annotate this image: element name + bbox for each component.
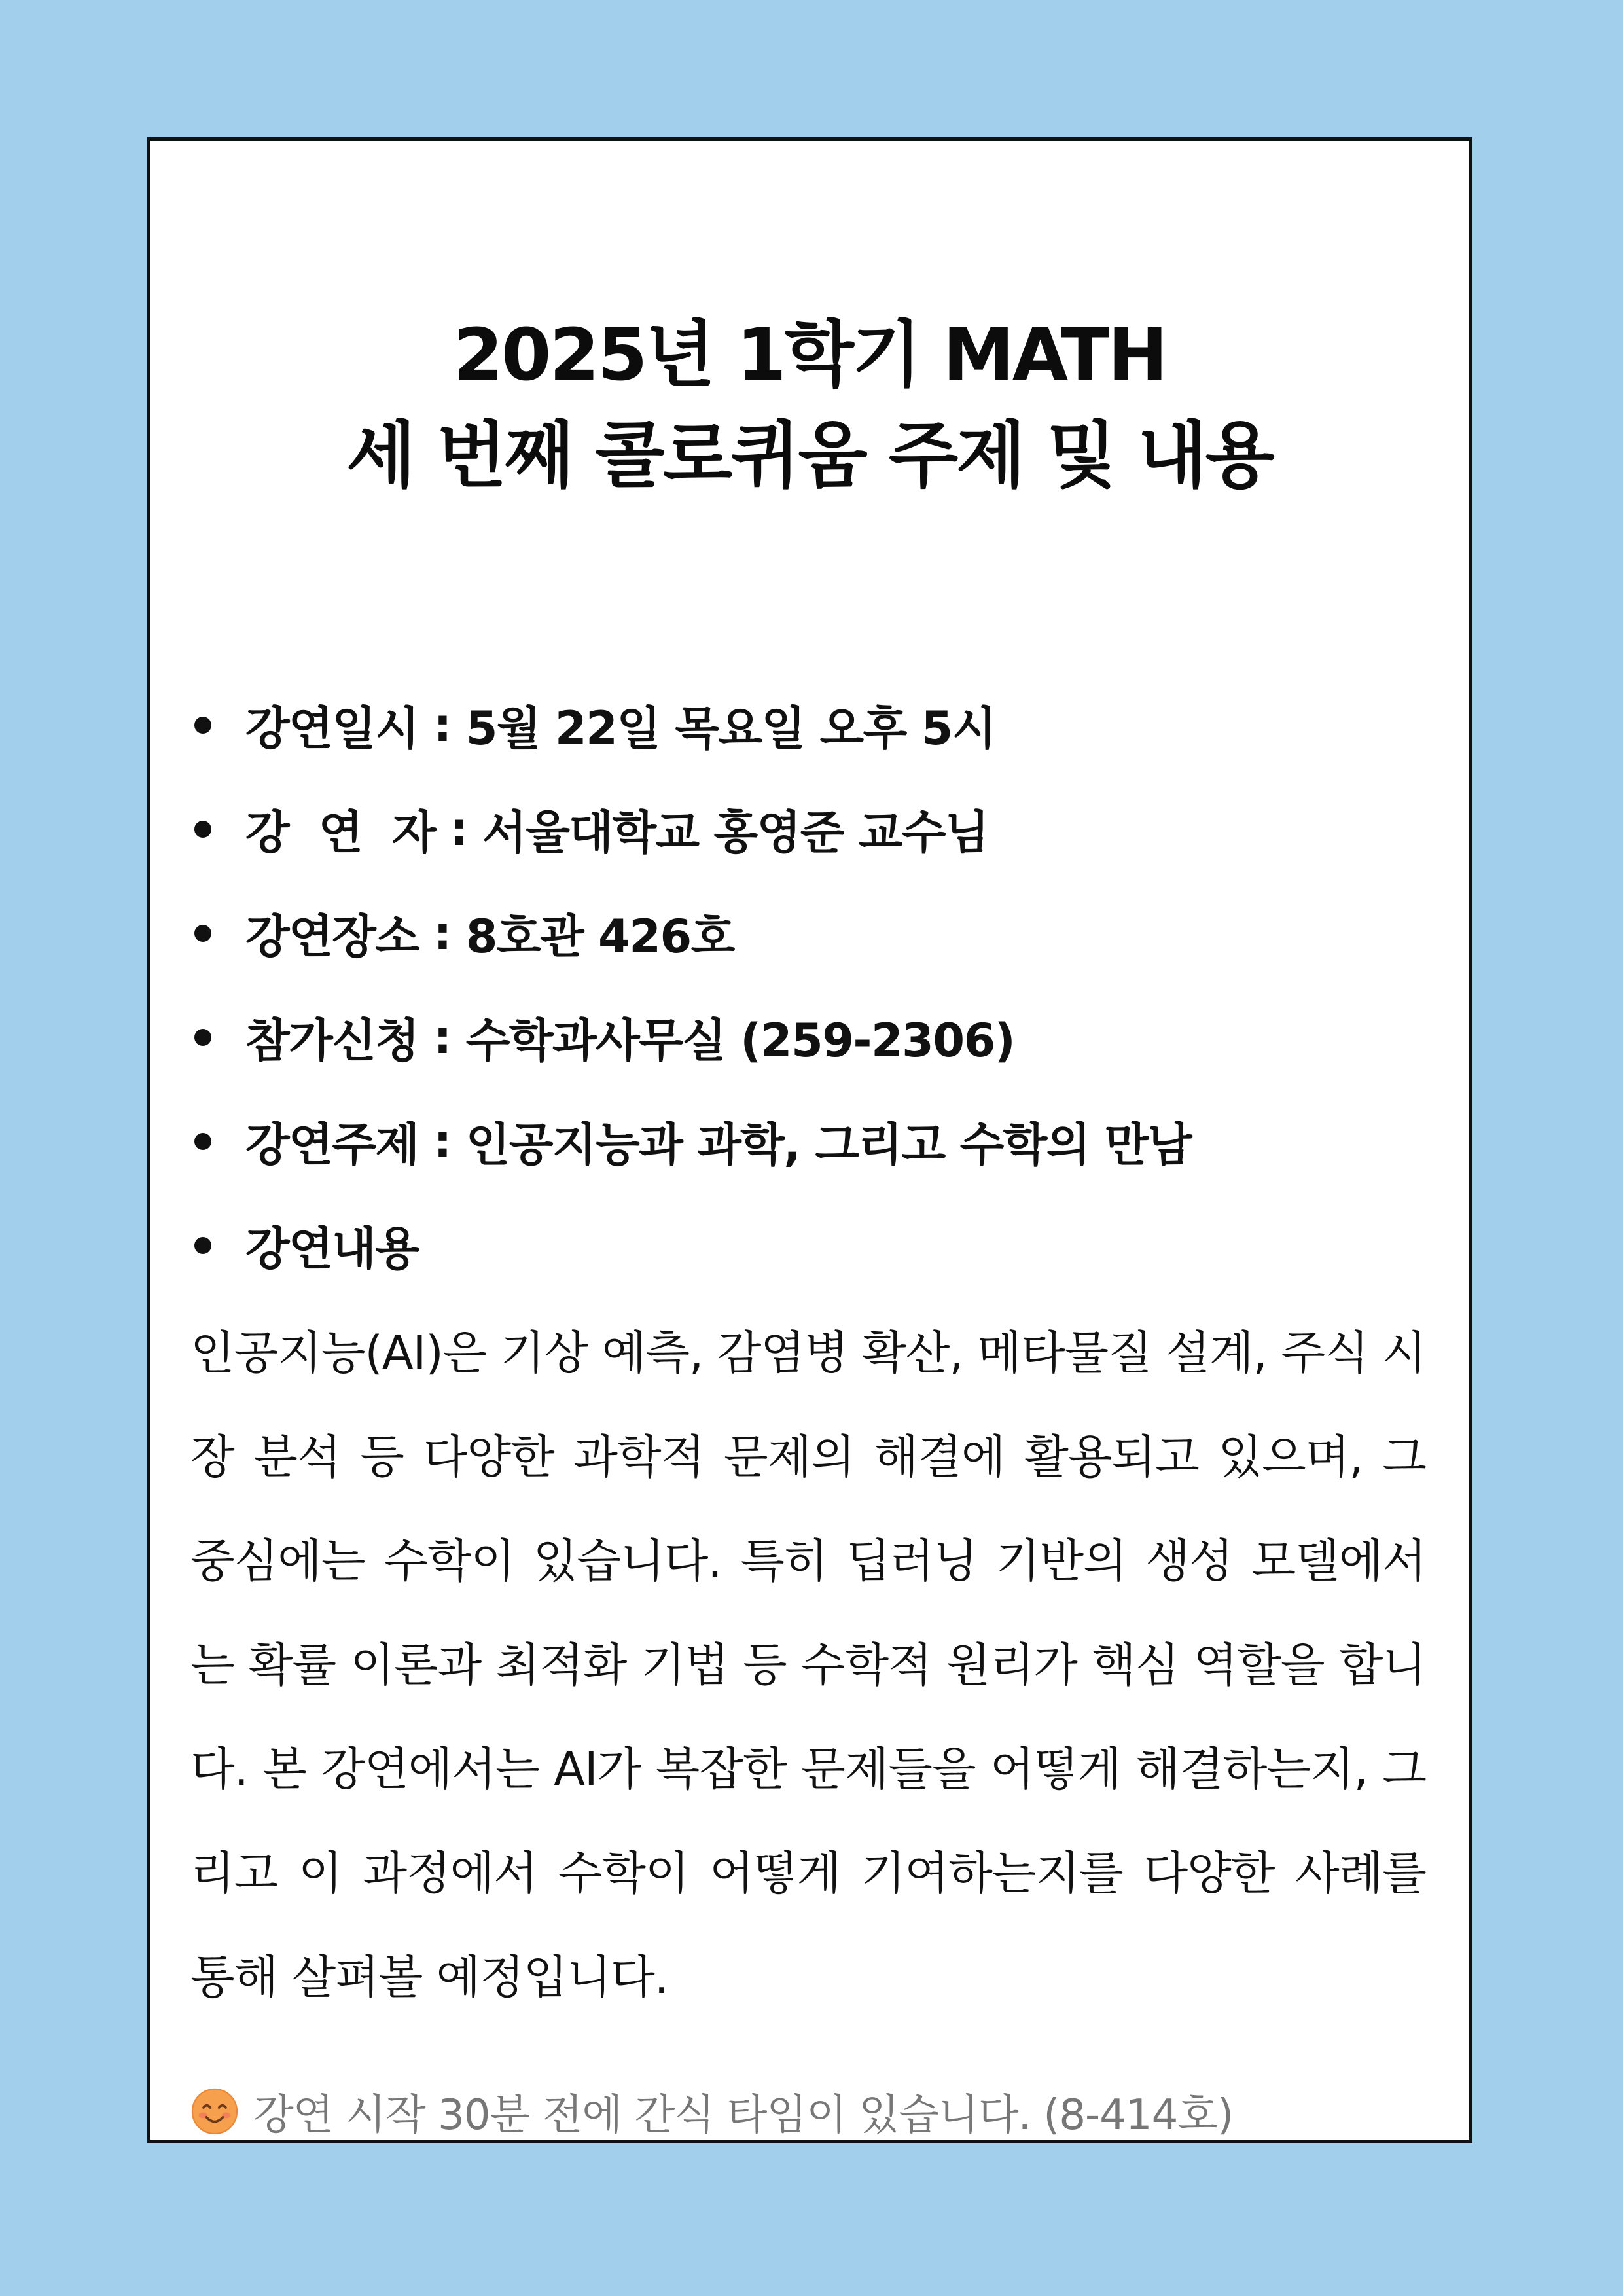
- info-separator: :: [418, 1114, 466, 1168]
- info-label: 강연일시: [245, 702, 419, 755]
- info-item-content: [194, 1193, 1425, 1297]
- info-label: 강 연 자: [245, 806, 435, 859]
- bullet-icon: [194, 925, 211, 942]
- info-value: 수학과사무실 (259-2306): [465, 1014, 1015, 1067]
- title-line-1: 2025년 1학기 MATH: [453, 313, 1166, 397]
- info-separator: :: [418, 906, 466, 960]
- info-value: 5월 22일 목요일 오후 5시: [465, 702, 995, 755]
- bullet-icon: [194, 1237, 211, 1254]
- title-line-2: 세 번째 콜로퀴움 주제 및 내용: [346, 414, 1273, 497]
- info-value: 인공지능과 과학, 그리고 수학의 만남: [465, 1118, 1192, 1172]
- info-separator: :: [435, 802, 483, 856]
- info-label: 강연장소: [245, 910, 419, 963]
- lecture-description: 인공지능(AI)은 기상 예측, 감염병 확산, 메타물질 설계, 주식 시장 분석 등 다양한 과학적 문제의 해결에 활용되고 있으며, 그 중심에는 수학이 있습니다. 특히 딥러닝 기반의 생성 모델에서는 확률 이론과 최적화 기법 등 수학적 원리가 핵심 역할을 합니다. 본 강연에서는 AI가 복잡한 문제들을 어떻게 해결하는지, 그리고 이 과정에서 수학이 어떻게 기여하는지를 다양한 사례를 통해 살펴볼 예정입니다.: [190, 1326, 1426, 2004]
- info-item-venue: [194, 881, 1425, 985]
- snack-note-text: 강연 시작 30분 전에 간식 타임이 있습니다. (8-414호): [253, 2091, 1234, 2140]
- info-label: 강연내용: [245, 1222, 419, 1276]
- info-label: 참가신청: [245, 1014, 419, 1067]
- bullet-icon: [194, 1029, 211, 1046]
- bullet-icon: [194, 1133, 211, 1150]
- info-separator: :: [418, 698, 466, 752]
- bullet-icon: [194, 821, 211, 838]
- info-item-registration: [194, 985, 1425, 1089]
- info-item-topic: [194, 1089, 1425, 1193]
- smiling-face-icon: [190, 2087, 239, 2136]
- snack-note: [190, 2081, 1233, 2142]
- poster-card: [147, 137, 1472, 2143]
- info-item-date: [194, 673, 1425, 777]
- poster-title: [150, 304, 1469, 506]
- info-list: [194, 673, 1425, 1297]
- info-separator: :: [418, 1010, 466, 1064]
- info-label: 강연주제: [245, 1118, 419, 1172]
- bullet-icon: [194, 717, 211, 734]
- info-value: 서울대학교 홍영준 교수님: [482, 806, 989, 859]
- info-value: 8호관 426호: [465, 910, 734, 963]
- info-item-speaker: [194, 777, 1425, 881]
